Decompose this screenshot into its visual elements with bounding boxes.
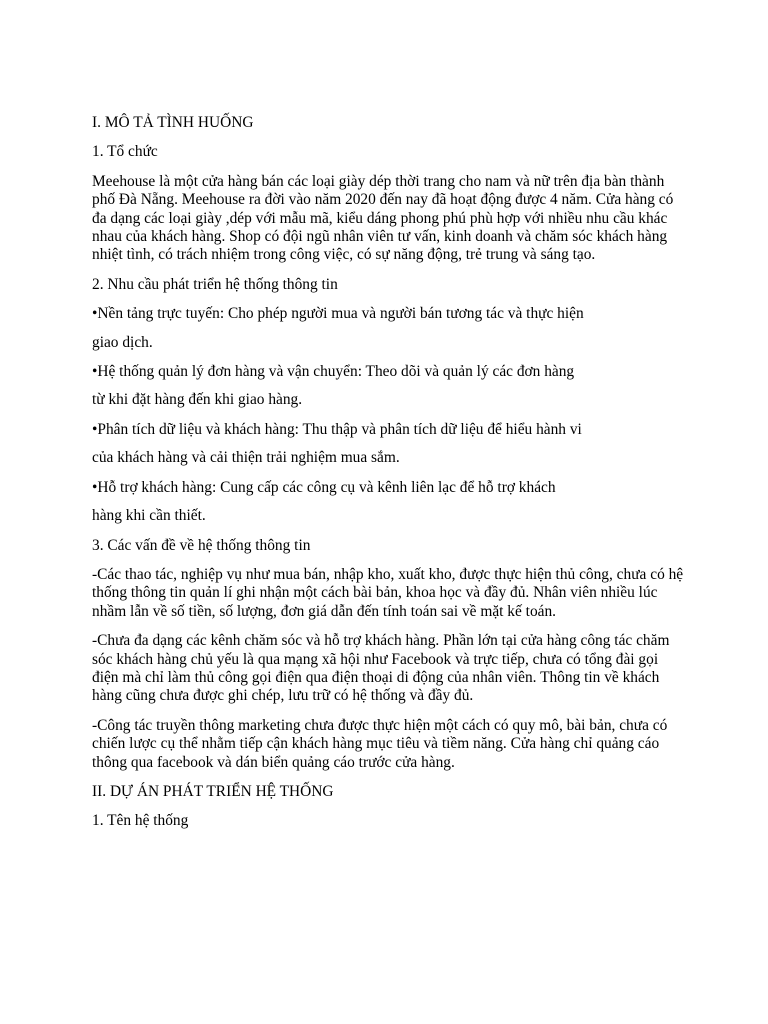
bullet-item-order-management <box>92 363 684 410</box>
subheading-organization: 1. Tổ chức <box>92 143 158 161</box>
subheading-system-name: 1. Tên hệ thống <box>92 812 189 830</box>
bullet-line: •Nền tảng trực tuyến: Cho phép người mua và người bán tương tác và thực hiện <box>92 305 584 323</box>
bullet-continuation: của khách hàng và cải thiện trải nghiệm mua sắm. <box>92 449 400 467</box>
bullet-item-customer-support <box>92 479 684 526</box>
section-heading-2: II. DỰ ÁN PHÁT TRIỂN HỆ THỐNG <box>92 782 334 800</box>
subheading-needs: 2. Nhu cầu phát triển hệ thống thông tin <box>92 275 338 293</box>
bullet-continuation: từ khi đặt hàng đến khi giao hàng. <box>92 391 303 409</box>
bullet-item-online-platform <box>92 305 684 352</box>
document-body <box>92 114 684 842</box>
bullet-continuation: giao dịch. <box>92 333 153 351</box>
paragraph-organization: Meehouse là một cửa hàng bán các loại giày dép thời trang cho nam và nữ trên địa bàn thành phố Đà Nẵng. Meehouse ra đời vào năm 2020 đến nay đã hoạt động được 4 năm. Cửa hàng có đa dạng các loại giày ,dép với mẫu mã, kiểu dáng phong phú phù hợp với nhiều nhu cầu khác nhau của khách hàng. Shop có đội ngũ nhân viên tư vấn, kinh doanh và chăm sóc khách hàng nhiệt tình, có trách nhiệm trong công việc, có sự năng động, trẻ trung và sáng tạo. <box>92 172 674 264</box>
paragraph-problem-marketing: -Công tác truyền thông marketing chưa được thực hiện một cách có quy mô, bài bản, chưa có chiến lược cụ thể nhằm tiếp cận khách hàng mục tiêu và tiềm năng. Cửa hàng chỉ quảng cáo thông qua facebook và dán biển quảng cáo trước cửa hàng. <box>92 716 668 771</box>
bullet-line: •Phân tích dữ liệu và khách hàng: Thu thập và phân tích dữ liệu để hiểu hành vi <box>92 420 582 438</box>
paragraph-problem-customer-care: -Chưa đa dạng các kênh chăm sóc và hỗ trợ khách hàng. Phần lớn tại cửa hàng công tác chăm sóc khách hàng chủ yếu là qua mạng xã hội như Facebook và trực tiếp, chưa có tổng đài gọi điện mà chỉ làm thủ công gọi điện qua điện thoại di động của nhân viên. Thông tin về khách hàng cũng chưa được ghi chép, lưu trữ có hệ thống và đầy đủ. <box>92 632 670 705</box>
paragraph-problem-operations: -Các thao tác, nghiệp vụ như mua bán, nhập kho, xuất kho, được thực hiện thủ công, chưa có hệ thống thông tin quản lí ghi nhận một cách bài bản, khoa học và đầy đủ. Nhân viên nhiều lúc nhầm lẫn về số tiền, số lượng, đơn giá dẫn đến tính toán sai về mặt kế toán. <box>92 565 684 620</box>
bullet-line: •Hỗ trợ khách hàng: Cung cấp các công cụ và kênh liên lạc để hỗ trợ khách <box>92 478 556 496</box>
bullet-item-data-analysis <box>92 421 684 468</box>
section-heading-1: I. MÔ TẢ TÌNH HUỐNG <box>92 114 254 131</box>
bullet-continuation: hàng khi cần thiết. <box>92 507 206 525</box>
bullet-line: •Hệ thống quản lý đơn hàng và vận chuyển: Theo dõi và quản lý các đơn hàng <box>92 363 575 381</box>
subheading-problems: 3. Các vấn đề về hệ thống thông tin <box>92 536 311 554</box>
